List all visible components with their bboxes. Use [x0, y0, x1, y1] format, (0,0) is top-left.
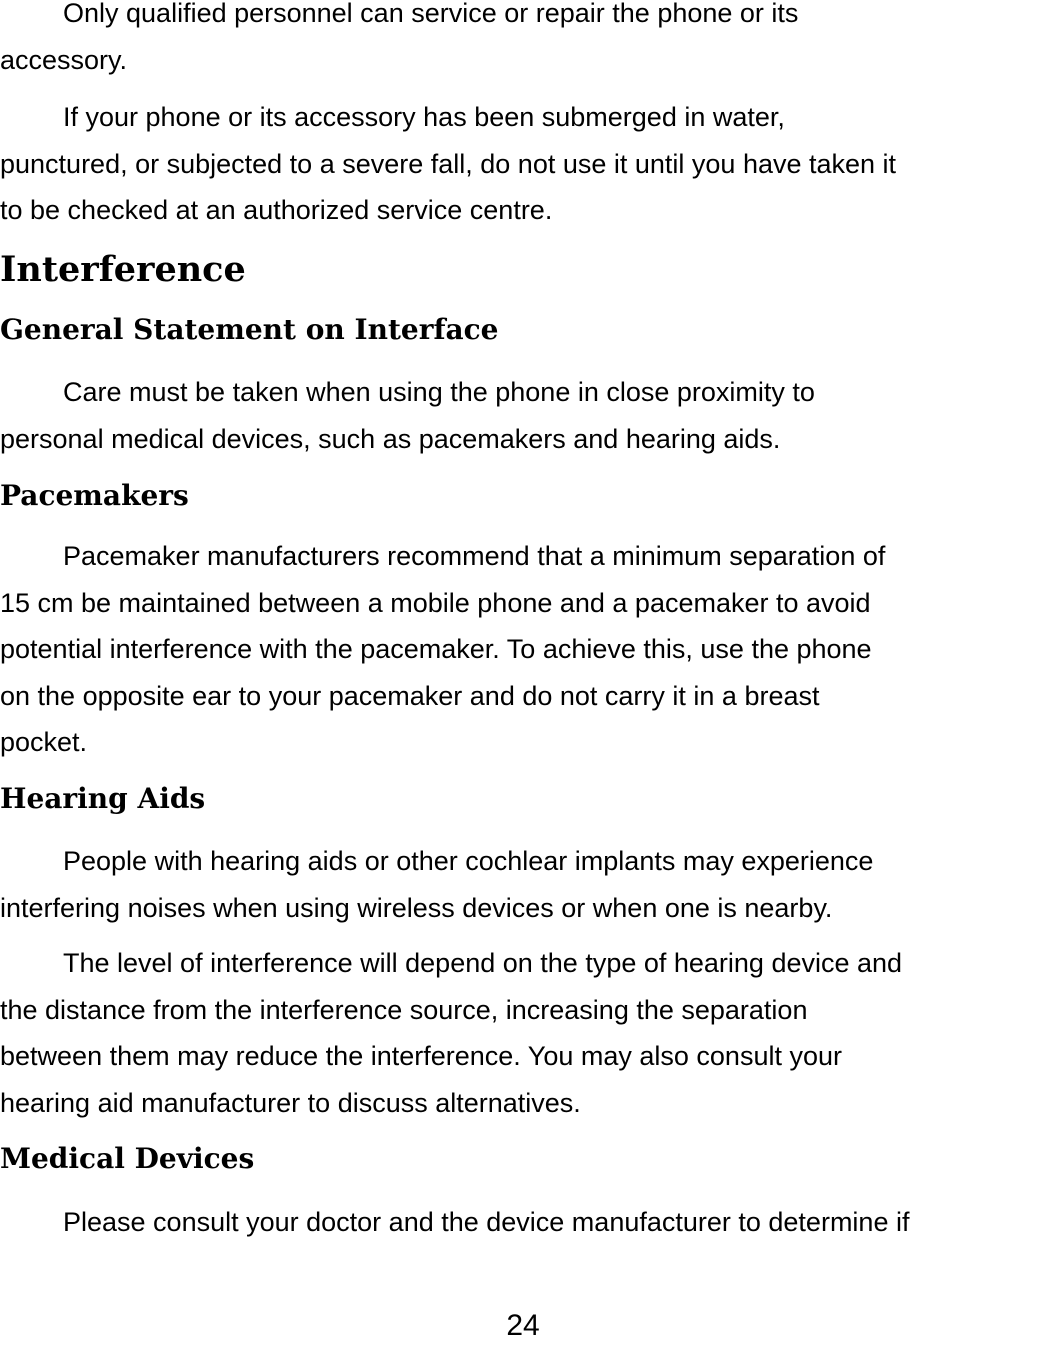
text-line: Pacemaker manufacturers recommend that a minimum separation of — [63, 541, 886, 571]
paragraph-submerged-warning — [0, 94, 1046, 234]
text-line: Only qualified personnel can service or repair the phone or its — [63, 0, 799, 28]
text-line: on the opposite ear to your pacemaker and do not carry it in a breast — [0, 680, 820, 711]
text-line: hearing aid manufacturer to discuss alternatives. — [0, 1087, 581, 1118]
subheading-general-statement: General Statement on Interface — [0, 313, 499, 346]
text-line: accessory. — [0, 44, 128, 75]
paragraph-general-statement — [0, 369, 1046, 462]
paragraph-qualified-personnel — [0, 0, 1046, 83]
page-number: 24 — [506, 1309, 540, 1342]
paragraph-hearing-aids-interference-level — [0, 940, 1046, 1126]
subheading-pacemakers: Pacemakers — [0, 479, 189, 512]
text-line: between them may reduce the interference. You may also consult your — [0, 1041, 842, 1071]
paragraph-pacemakers — [0, 533, 1046, 766]
text-line: People with hearing aids or other cochlear implants may experience — [63, 846, 874, 876]
paragraph-medical-devices — [0, 1199, 1046, 1246]
text-line: punctured, or subjected to a severe fall, do not use it until you have taken it — [0, 148, 897, 179]
text-line: 15 cm be maintained between a mobile phone and a pacemaker to avoid — [0, 587, 871, 618]
text-line: pocket. — [0, 727, 88, 757]
subheading-hearing-aids: Hearing Aids — [0, 782, 206, 815]
text-line: potential interference with the pacemaker. To achieve this, use the phone — [0, 634, 872, 664]
paragraph-hearing-aids-noise — [0, 838, 1046, 931]
text-line: The level of interference will depend on the type of hearing device and — [63, 948, 903, 978]
text-line: interfering noises when using wireless devices or when one is nearby. — [0, 892, 833, 923]
text-line: If your phone or its accessory has been submerged in water, — [63, 102, 785, 132]
subheading-medical-devices: Medical Devices — [0, 1142, 255, 1175]
text-line: the distance from the interference source, increasing the separation — [0, 994, 808, 1025]
text-line: to be checked at an authorized service centre. — [0, 195, 553, 225]
text-line: Please consult your doctor and the device manufacturer to determine if — [63, 1207, 910, 1237]
section-heading-interference: Interference — [0, 249, 246, 290]
text-line: Care must be taken when using the phone in close proximity to — [63, 377, 815, 407]
text-line: personal medical devices, such as pacemakers and hearing aids. — [0, 423, 781, 454]
